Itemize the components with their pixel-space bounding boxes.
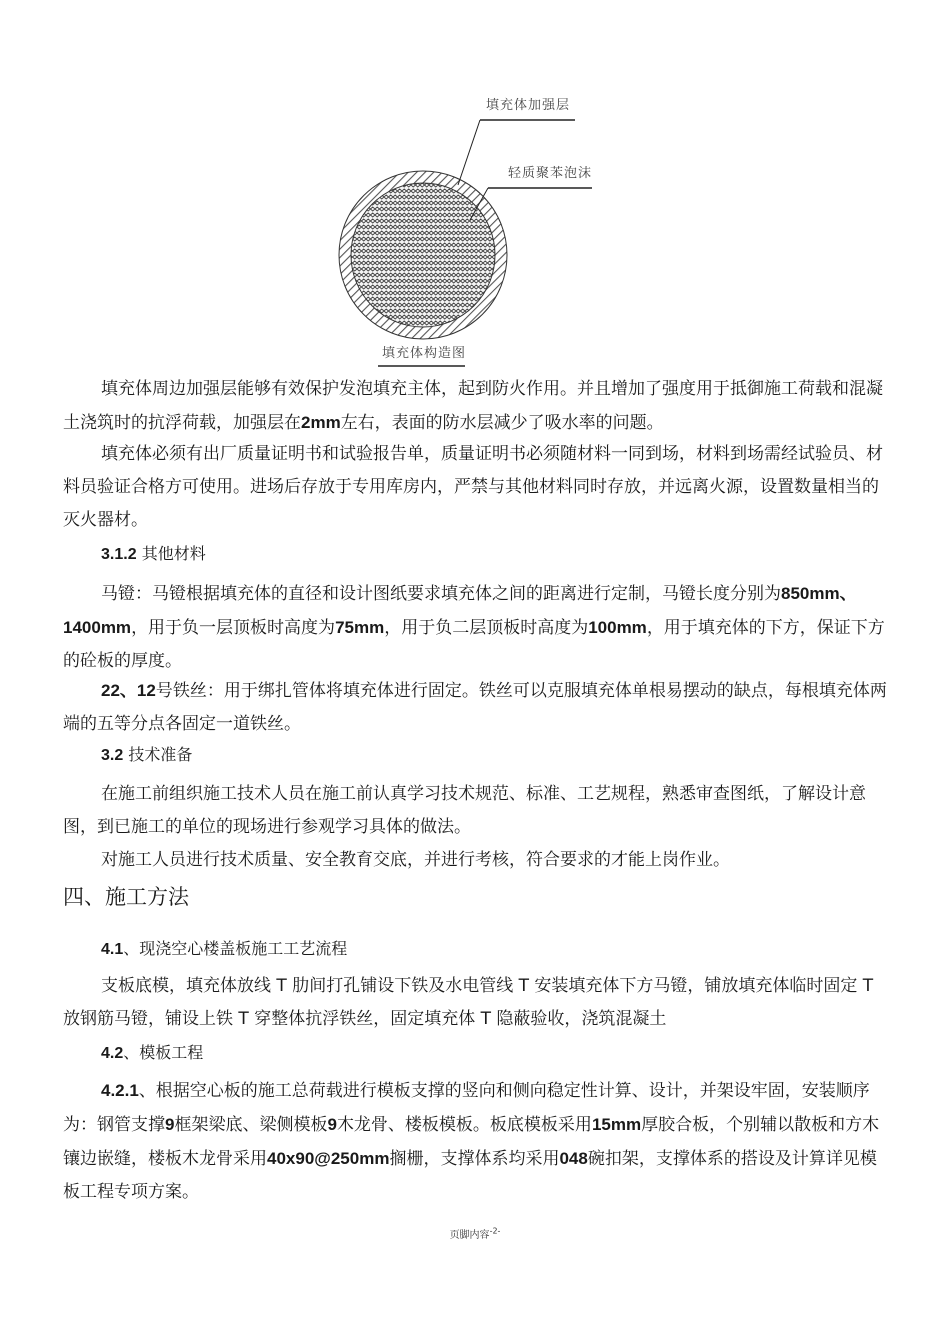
heading-4-1 bbox=[101, 935, 347, 964]
text-run: 木龙骨、楼板模板。板底模板采用 bbox=[336, 1115, 592, 1135]
paragraph-chair-bars bbox=[63, 577, 893, 678]
text-run: 碗扣架，支撑体系的搭设及计算详见模板工程专项方案。 bbox=[63, 1149, 877, 1202]
filler-cross-section-diagram bbox=[330, 80, 630, 380]
text-run-bold: 75mm bbox=[335, 618, 385, 637]
paragraph-formwork bbox=[63, 1074, 893, 1209]
heading-text: 、现浇空心楼盖板施工工艺流程 bbox=[123, 939, 348, 958]
polystyrene-foam-label: 轻质聚苯泡沫 bbox=[508, 166, 593, 181]
heading-number: 4.2 bbox=[101, 1045, 124, 1062]
text-run-bold: 4.2.1 bbox=[101, 1081, 139, 1100]
text-run: 号铁丝：用于绑扎管体将填充体进行固定。铁丝可以克服填充体单根易摆动的缺点，每根填充体两端的五等分点各固定一道铁丝。 bbox=[63, 681, 887, 734]
paragraph-iron-wire bbox=[63, 674, 893, 741]
paragraph-process-flow: 支板底模，填充体放线 T 肋间打孔铺设下铁及水电管线 T 安装填充体下方马镫，铺放填充体临时固定 T 放钢筋马镫，铺设上铁 T 穿整体抗浮铁丝，固定填充体 T 隐蔽验收，浇筑混凝土 bbox=[63, 976, 874, 1029]
paragraph-quality-certificate: 填充体必须有出厂质量证明书和试验报告单，质量证明书必须随材料一同到场，材料到场需经试验员、材料员验证合格方可使用。进场后存放于专用库房内，严禁与其他材料同时存放，并远离火源，设置数量相当的灭火器材。 bbox=[63, 444, 883, 530]
paragraph-safety-briefing: 对施工人员进行技术质量、安全教育交底，并进行考核，符合要求的才能上岗作业。 bbox=[101, 850, 730, 870]
text-run: 厚胶合板，个别辅以散板和方木镶边嵌缝，楼板木龙骨采用 bbox=[63, 1115, 880, 1169]
text-run: 搁栅，支撑体系均采用 bbox=[389, 1149, 560, 1169]
text-run-bold: 40x90@250mm bbox=[267, 1149, 390, 1168]
heading-number: 4.1 bbox=[101, 941, 124, 958]
page-footer bbox=[0, 1226, 950, 1241]
page-number: -2- bbox=[489, 1226, 501, 1236]
text-run: ，用于负二层顶板时高度为 bbox=[384, 618, 589, 638]
filler-structure-figure bbox=[330, 80, 630, 380]
footer-text: 页脚内容 bbox=[449, 1230, 490, 1241]
section-heading-4: 四、施工方法 bbox=[63, 885, 189, 909]
heading-text: 其他材料 bbox=[141, 544, 206, 563]
text-run-bold: 9 bbox=[165, 1115, 175, 1134]
paragraph-reinforcement-layer bbox=[63, 373, 893, 440]
text-run: 马镫：马镫根据填充体的直径和设计图纸要求填充体之间的距离进行定制，马镫长度分别为 bbox=[101, 584, 781, 604]
text-run: 框架梁底、梁侧模板 bbox=[174, 1115, 328, 1135]
heading-3-2 bbox=[101, 741, 192, 770]
paragraph-technical-study: 在施工前组织施工技术人员在施工前认真学习技术规范、标准、工艺规程，熟悉审查图纸，了解设计意图，到已施工的单位的现场进行参观学习具体的做法。 bbox=[63, 784, 866, 837]
heading-number: 3.2 bbox=[101, 747, 124, 764]
heading-3-1-2 bbox=[101, 540, 206, 569]
figure-caption: 填充体构造图 bbox=[382, 346, 467, 361]
text-run: 填充体周边加强层能够有效保护发泡填充主体，起到防火作用。并且增加了强度用于抵御施工荷载和混凝土浇筑时的抗浮荷载，加强层在 bbox=[63, 379, 883, 433]
heading-text: 、模板工程 bbox=[123, 1043, 204, 1062]
text-run: 、根据空心板的施工总荷载进行模板支撑的竖向和侧向稳定性计算、设计，并架设牢固，安装顺序为：钢管支撑 bbox=[63, 1081, 870, 1135]
text-run-bold: 850mm、1400mm bbox=[63, 584, 857, 637]
text-run-bold: 15mm bbox=[591, 1115, 642, 1134]
text-run: 左右，表面的防水层减少了吸水率的问题。 bbox=[340, 413, 664, 433]
text-run-bold: 2mm bbox=[301, 413, 341, 432]
text-run-bold: 9 bbox=[327, 1115, 337, 1134]
heading-text: 技术准备 bbox=[128, 745, 193, 764]
text-run-bold: 048 bbox=[559, 1149, 588, 1168]
text-run-bold: 22、12 bbox=[101, 681, 156, 700]
heading-4-2 bbox=[101, 1039, 203, 1068]
reinforcement-layer-label: 填充体加强层 bbox=[486, 98, 571, 113]
text-run: ，用于填充体的下方，保证下方的砼板的厚度。 bbox=[63, 618, 885, 671]
text-run: ，用于负一层顶板时高度为 bbox=[131, 618, 336, 638]
text-run-bold: 100mm bbox=[588, 618, 647, 637]
heading-number: 3.1.2 bbox=[101, 546, 137, 563]
